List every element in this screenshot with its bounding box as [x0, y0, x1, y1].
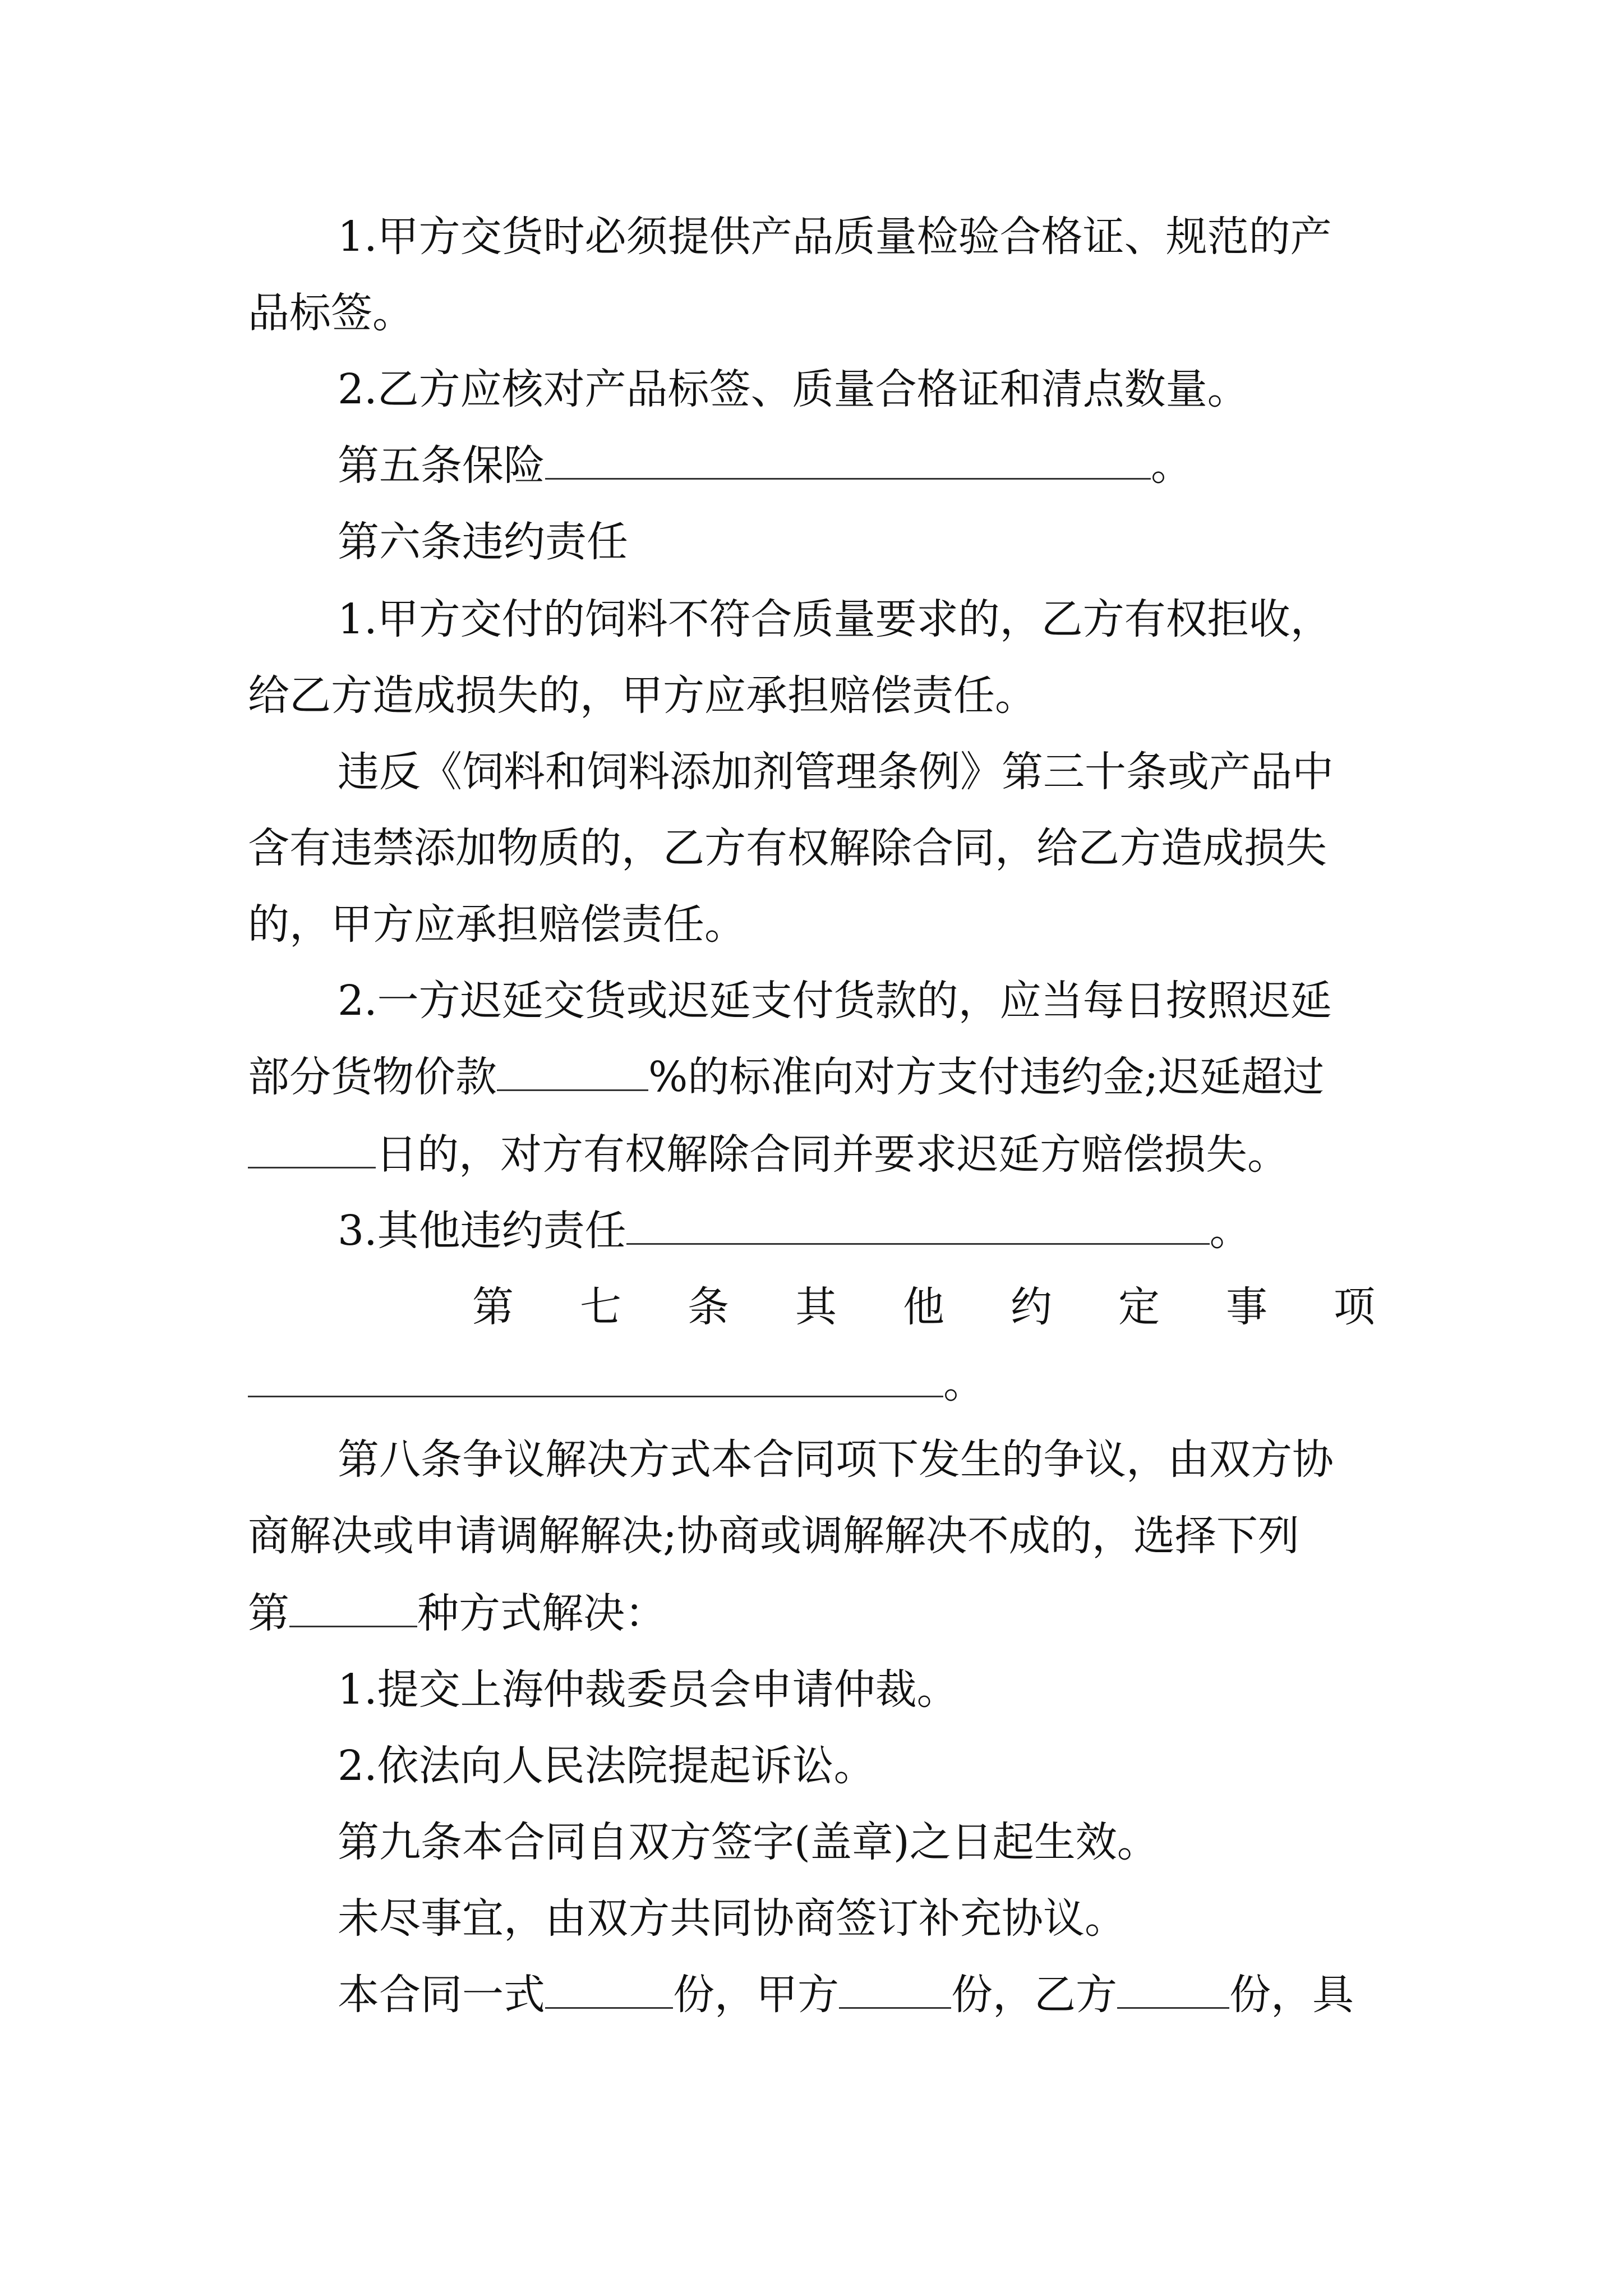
fill-blank[interactable]: [545, 1976, 673, 2009]
article-5-insurance: 第五条保险 。: [338, 441, 1192, 490]
paragraph-line: 2.一方迟延交货或迟延支付货款的，应当每日按照迟延: [338, 977, 1332, 1025]
fill-blank[interactable]: [289, 1594, 417, 1627]
paragraph-line: 2.乙方应核对产品标签、质量合格证和清点数量。: [338, 365, 1249, 413]
paragraph-line: 1.甲方交付的饲料不符合质量要求的，乙方有权拒收，: [338, 595, 1332, 643]
paragraph-line: 2.依法向人民法院提起诉讼。: [338, 1742, 875, 1790]
penalty-rate-line: 部分货物价款 %的标准向对方支付违约金;迟延超过: [248, 1053, 1325, 1101]
paragraph-line: 商解决或申请调解解决;协商或调解解决不成的，选择下列: [248, 1512, 1299, 1560]
fill-blank[interactable]: [248, 1135, 376, 1168]
paragraph-line: 含有违禁添加物质的，乙方有权解除合同，给乙方造成损失: [248, 824, 1327, 872]
delay-days-line: 日的，对方有权解除合同并要求迟延方赔偿损失。: [248, 1126, 1375, 1182]
other-liability-line: 3.其他违约责任 。: [338, 1207, 1251, 1255]
dispute-option-line: 第 种方式解决：: [248, 1589, 666, 1637]
paragraph-line: 1.甲方交货时必须提供产品质量检验合格证、规范的产: [338, 213, 1332, 261]
paragraph-line: 第八条争议解决方式本合同项下发生的争议，由双方协: [338, 1435, 1334, 1484]
paragraph-line: 第九条本合同自双方签字(盖章)之日起生效。: [338, 1818, 1159, 1866]
paragraph-line: 违反《饲料和饲料添加剂管理条例》第三十条或产品中: [338, 748, 1334, 796]
article-7-heading: 第 七 条 其 他 约 定 事 项: [472, 1283, 1375, 1331]
fill-blank[interactable]: [839, 1976, 951, 2009]
copies-line: 本合同一式 份，甲方 份，乙方 份，具: [338, 1971, 1354, 2019]
fill-blank[interactable]: [545, 447, 1151, 480]
paragraph-line: 给乙方造成损失的，甲方应承担赔偿责任。: [248, 671, 1036, 720]
fill-blank[interactable]: [497, 1058, 648, 1091]
fill-blank[interactable]: [626, 1212, 1210, 1245]
article-6-heading: 第六条违约责任: [338, 518, 628, 566]
paragraph-line: 品标签。: [248, 289, 414, 337]
fill-blank[interactable]: [248, 1364, 943, 1397]
article-7-blank-line: 。: [248, 1355, 1375, 1411]
paragraph-line: 未尽事宜，由双方共同协商签订补充协议。: [338, 1894, 1126, 1943]
fill-blank[interactable]: [1117, 1976, 1229, 2009]
paragraph-line: 的，甲方应承担赔偿责任。: [248, 900, 746, 949]
paragraph-line: 1.提交上海仲裁委员会申请仲裁。: [338, 1665, 958, 1714]
